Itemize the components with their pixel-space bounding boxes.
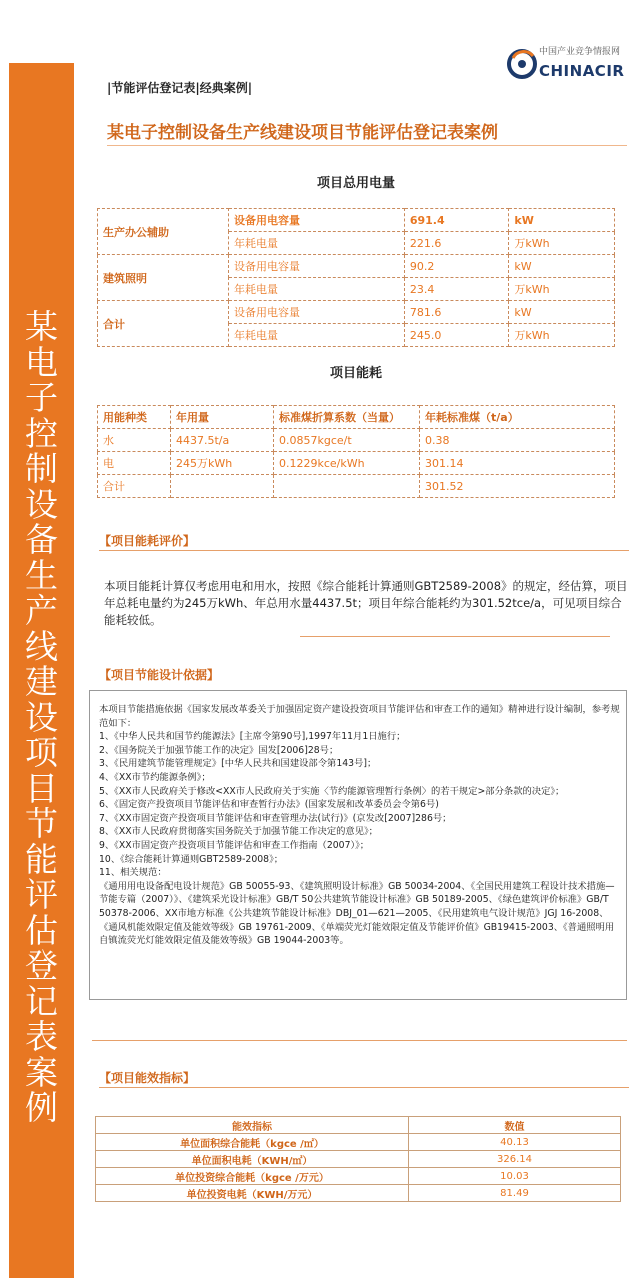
- basis-line: 9、《XX市固定资产投资项目节能评估和审查工作指南（2007）》；: [99, 839, 370, 851]
- table-row: [96, 1168, 621, 1185]
- power-item-label: 年耗电量: [229, 232, 405, 255]
- sidebar-title-char: 评: [25, 875, 58, 914]
- energy-cell: 301.52: [420, 475, 615, 498]
- indicator-header-cell: 能效指标: [96, 1117, 409, 1134]
- basis-line: 11、相关规范：: [99, 867, 167, 879]
- sidebar-title-char: 表: [25, 1017, 58, 1056]
- energy-header-cell: 标准煤折算系数（当量）: [274, 406, 420, 429]
- sidebar-title-char: 产: [25, 591, 58, 630]
- power-item-unit: kW: [509, 255, 615, 278]
- sidebar-title-char: 估: [25, 910, 58, 950]
- power-item-label: 设备用电容量: [229, 255, 405, 278]
- power-group-label: 生产办公辅助: [98, 209, 229, 255]
- table-row: [98, 209, 615, 232]
- evaluation-divider: [99, 550, 629, 551]
- indicator-value: 81.49: [409, 1185, 621, 1202]
- basis-line: 6、《固定资产投资项目节能评估和审查暂行办法》(国家发展和改革委员会令第6号): [99, 799, 439, 811]
- sidebar-title-char: 电: [25, 342, 58, 382]
- table-row: [96, 1185, 621, 1202]
- table-header-row: [98, 406, 615, 429]
- energy-cell: 301.14: [420, 452, 615, 475]
- power-item-label: 设备用电容量: [229, 301, 405, 324]
- sidebar-title-char: 控: [25, 413, 58, 453]
- basis-line: 1、《中华人民共和国节约能源法》[主席令第90号],1997年11月1日施行；: [99, 731, 406, 743]
- power-item-unit: 万kWh: [509, 324, 615, 347]
- power-group-label: 合计: [98, 301, 229, 347]
- table-row: [98, 255, 615, 278]
- power-item-unit: 万kWh: [509, 278, 615, 301]
- indicator-value: 10.03: [409, 1168, 621, 1185]
- chinacir-logo[interactable]: [507, 40, 625, 90]
- sidebar-title-char: 设: [25, 484, 58, 524]
- sidebar-title-char: 目: [25, 768, 58, 808]
- indicators-table: [95, 1116, 621, 1202]
- evaluation-tag: 【项目能耗评价】: [99, 534, 196, 548]
- sidebar-title-char: 例: [25, 1088, 58, 1127]
- power-table: [97, 208, 615, 347]
- energy-heading: 项目能耗: [329, 366, 382, 381]
- basis-line: 5、《XX市人民政府关于修改<XX市人民政府关于实施〈节约能源管理暂行条例〉的若干规定>部分条款的决定》；: [99, 785, 565, 797]
- table-row: [98, 301, 615, 324]
- table-row: [98, 429, 615, 452]
- indicator-label: 单位面积综合能耗（kgce /㎡）: [96, 1134, 409, 1151]
- power-item-value: 245.0: [404, 324, 509, 347]
- indicator-label: 单位投资电耗（KWH/万元）: [96, 1185, 409, 1202]
- indicator-header-cell: 数值: [409, 1117, 621, 1134]
- power-item-unit: kW: [509, 301, 615, 324]
- sidebar-title-char: 制: [25, 449, 58, 488]
- energy-table: [97, 405, 615, 498]
- energy-cell: 电: [98, 452, 171, 475]
- power-item-unit: kW: [509, 209, 615, 232]
- sidebar-title-char: 设: [25, 697, 58, 737]
- sidebar-title-char: 节: [25, 804, 58, 843]
- sidebar-title-char: 能: [25, 839, 58, 879]
- energy-cell: 245万kWh: [171, 452, 274, 475]
- table-header-row: [96, 1117, 621, 1134]
- power-item-label: 设备用电容量: [229, 209, 405, 232]
- table-row: [96, 1134, 621, 1151]
- title-divider: [107, 145, 627, 146]
- evaluation-text: 本项目能耗计算仅考虑用电和用水，按照《综合能耗计算通则GBT2589-2008》的规定，经估算，项目年总耗电量约为245万kWh、年总用水量4437.5t；项目年综合能耗约为301.52tce/a，可见项目综合能耗较低。: [104, 579, 628, 627]
- sidebar-title-char: 线: [25, 626, 58, 666]
- sidebar-title-char: 项: [25, 733, 58, 772]
- power-item-value: 691.4: [404, 209, 509, 232]
- basis-line: 2、《国务院关于加强节能工作的决定》国发[2006]28号；: [99, 744, 339, 756]
- energy-cell: 0.1229kce/kWh: [274, 452, 420, 475]
- power-item-label: 年耗电量: [229, 278, 405, 301]
- power-item-value: 23.4: [404, 278, 509, 301]
- basis-line: 10、《综合能耗计算通则GBT2589-2008》；: [99, 853, 284, 865]
- indicators-tag: 【项目能效指标】: [99, 1071, 196, 1085]
- basis-line: 8、《XX市人民政府贯彻落实国务院关于加强节能工作决定的意见》；: [99, 826, 378, 838]
- sidebar-title-char: 记: [25, 981, 58, 1021]
- power-heading: 项目总用电量: [316, 176, 395, 191]
- logo-mark-icon: [507, 46, 537, 80]
- energy-cell: [171, 475, 274, 498]
- energy-cell: 4437.5t/a: [171, 429, 274, 452]
- table-row: [96, 1151, 621, 1168]
- sidebar-title-char: 建: [25, 662, 58, 701]
- sidebar-title-char: 子: [25, 378, 58, 417]
- sidebar-title-char: 生: [25, 555, 58, 595]
- indicator-label: 单位投资综合能耗（kgce /万元）: [96, 1168, 409, 1185]
- energy-header-cell: 年耗标准煤（t/a）: [420, 406, 615, 429]
- basis-tag: 【项目节能设计依据】: [99, 668, 220, 682]
- energy-cell: 水: [98, 429, 171, 452]
- sidebar-title-char: 登: [25, 946, 58, 985]
- indicator-value: 40.13: [409, 1134, 621, 1151]
- breadcrumb: |节能评估登记表|经典案例|: [107, 81, 253, 95]
- energy-cell: 0.0857kgce/t: [274, 429, 420, 452]
- logo-en-text: CHINACIR: [539, 62, 625, 80]
- basis-box: [89, 690, 627, 1000]
- sidebar-title-char: 案: [25, 1052, 58, 1092]
- power-item-value: 781.6: [404, 301, 509, 324]
- evaluation-end-rule: [300, 636, 610, 637]
- section-divider: [92, 1040, 627, 1041]
- power-item-label: 年耗电量: [229, 324, 405, 347]
- basis-line: 《通用用电设备配电设计规范》GB 50055-93、《建筑照明设计标准》GB 50034-2004、《全国民用建筑工程设计技术措施—节能专篇（2007）》、《建筑采光设计标准》GB/T 50公共建筑节能设计标准》GB 50189-2005、《绿色建筑评价标准》GB/T 50378-2006、XX市地方标准《公共建筑节能设计标准》DBJ_01—621—2005、《民用建筑电气设计规范》JGJ 16-2008、《通风机能效限定值及能效等级》GB 19761-2009、《单端荧光灯能效限定值及节能评价值》GB19415-2003、《普通照明用自镇流荧光灯能效限定值及能效等级》GB 19044-2003等。: [99, 880, 615, 947]
- sidebar-title: [9, 309, 74, 1126]
- indicator-value: 326.14: [409, 1151, 621, 1168]
- power-item-value: 90.2: [404, 255, 509, 278]
- sidebar-title-char: 备: [25, 520, 58, 559]
- energy-header-cell: 用能种类: [98, 406, 171, 429]
- sidebar-title-char: 某: [25, 307, 58, 346]
- power-group-label: 建筑照明: [98, 255, 229, 301]
- energy-cell: 0.38: [420, 429, 615, 452]
- sidebar-banner: [9, 63, 74, 1278]
- indicator-label: 单位面积电耗（KWH/㎡）: [96, 1151, 409, 1168]
- basis-line: 4、《XX市节约能源条例》；: [99, 771, 211, 783]
- power-item-value: 221.6: [404, 232, 509, 255]
- basis-line: 7、《XX市固定资产投资项目节能评估和审查管理办法(试行)》(京发改[2007]286号；: [99, 812, 452, 824]
- energy-cell: 合计: [98, 475, 171, 498]
- power-item-unit: 万kWh: [509, 232, 615, 255]
- page-title: 某电子控制设备生产线建设项目节能评估登记表案例: [107, 123, 498, 143]
- energy-cell: [274, 475, 420, 498]
- basis-line: 3、《民用建筑节能管理规定》[中华人民共和国建设部令第143号]；: [99, 758, 377, 770]
- basis-line: 本项目节能措施依据《国家发展改革委关于加强固定资产建设投资项目节能评估和审查工作的通知》精神进行设计编制，参考规范如下：: [99, 704, 620, 729]
- logo-cn-text: 中国产业竞争情报网: [539, 47, 621, 57]
- indicators-divider: [99, 1087, 629, 1088]
- energy-header-cell: 年用量: [171, 406, 274, 429]
- table-row: [98, 452, 615, 475]
- table-row: [98, 475, 615, 498]
